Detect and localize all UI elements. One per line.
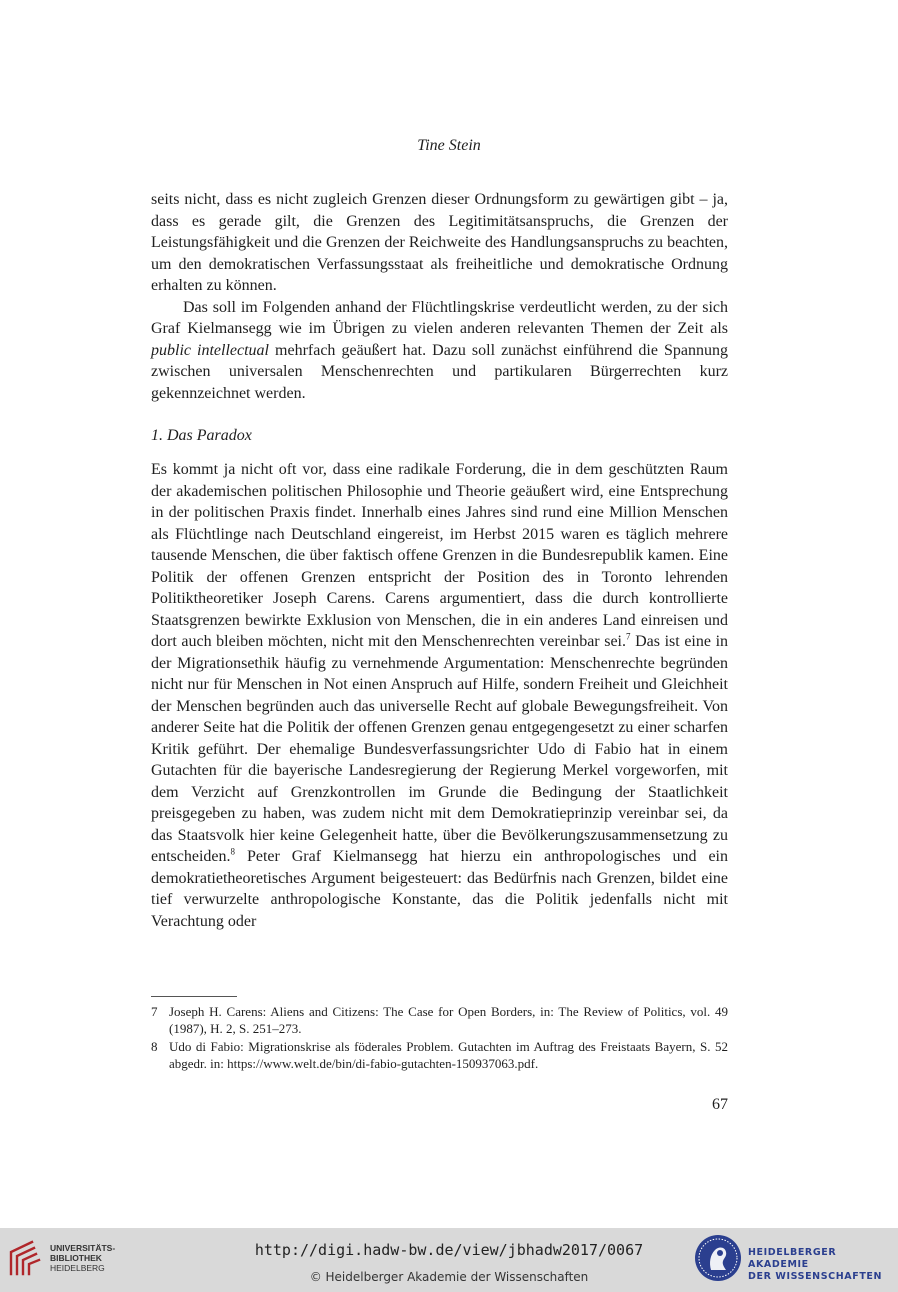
hadw-name-line: HEIDELBERGER AKADEMIE: [748, 1247, 837, 1270]
hadw-name: [748, 1247, 893, 1283]
text-block-intro: [151, 189, 728, 404]
hadw-seal-icon: [693, 1233, 743, 1283]
footnote-number: 7: [151, 1004, 158, 1019]
footnote-ref-8[interactable]: 8: [230, 846, 236, 857]
ub-logo-line: HEIDELBERG: [50, 1263, 105, 1273]
section-heading: 1. Das Paradox: [151, 427, 252, 444]
footnote-8: [151, 1038, 728, 1072]
running-header: Tine Stein: [417, 137, 481, 154]
hadw-logo[interactable]: [693, 1233, 893, 1287]
paragraph-3-part-c: Peter Graf Kielmansegg hat hierzu ein anthropologisches und ein demokratietheoretisches Argument beigesteuert: das Bedürfnis nach Grenzen, bildet eine tief verwurzelte anthropologische Konstante, das die Politik jedenfalls nicht mit Verachtung oder: [151, 848, 728, 930]
paragraph-3-part-b: Das ist eine in der Migrationsethik häufig zu vernehmende Argumentation: Menschenrechte begründen nicht nur für Menschen in Not einen Anspruch auf Hilfe, sondern Freiheit und Gleichheit der Menschen begründen auch das universelle Recht auf globale Bewegungsfreiheit. Von anderer Seite hat die Politik der offenen Grenzen genau entgegengesetzt zu einer scharfen Kritik geführt. Der ehemalige Bundesverfassungsrichter Udo di Fabio hat in einem Gutachten für die bayerische Landesregierung der Regierung Merkel vorgeworfen, mit dem Verzicht auf Grenzkontrollen im Grunde die Bedingung der Staatlichkeit preisgegeben zu haben, was zudem nicht mit dem Demokratieprinzip vereinbar sei, da das Staatsvolk hier keine Gelegenheit hatte, über die Bevölkerungszusammensetzung zu entscheiden.: [151, 633, 729, 865]
copyright-notice: © Heidelberger Akademie der Wissenschaften: [309, 1270, 589, 1284]
paragraph-2: [151, 297, 728, 405]
paragraph-2-part-b: mehrfach geäußert hat. Dazu soll zunächst einführend die Spannung zwischen universalen Menschenrechten und partikularen Bürgerrechten kurz gekennzeichnet werden.: [151, 341, 729, 402]
ub-logo-line: UNIVERSITÄTS-: [50, 1243, 116, 1253]
paragraph-3-part-a: Es kommt ja nicht oft vor, dass eine radikale Forderung, die in dem geschützten Raum der akademischen politischen Philosophie und Theorie geäußert wird, eine Entsprechung in der politischen Praxis findet. Innerhalb eines Jahres sind rund eine Million Menschen als Flüchtlinge nach Deutschland eingereist, im Herbst 2015 waren es täglich mehrere tausende Menschen, die über faktisch offene Grenzen in die Bundesrepublik kamen. Eine Politik der offenen Grenzen entspricht der Position des in Toronto lehrenden Politiktheoretiker Joseph Carens. Carens argumentiert, dass die durch kontrollierte Staatsgrenzen bewirkte Exklusion von Menschen, die in ein anderes Land einreisen und dort auch bleiben möchten, nicht mit den Menschenrechten vereinbar sei.: [151, 461, 728, 650]
footnote-text: Udo di Fabio: Migrationskrise als föderales Problem. Gutachten im Auftrag des Freistaats Bayern, S. 52 abgedr. in: https://www.welt.de/bin/di-fabio-gutachten-150937063.pdf.: [169, 1039, 728, 1071]
viewer-footer: [0, 1228, 898, 1292]
page-number: 67: [712, 1096, 728, 1113]
ub-logo-line: BIBLIOTHEK: [50, 1253, 102, 1263]
footnotes: [151, 1003, 728, 1073]
paragraph-1: seits nicht, dass es nicht zugleich Grenzen dieser Ordnungsform zu gewärtigen gibt – ja, dass es gerade gilt, die Grenzen des Legitimitätsanspruchs, die Grenzen der Leistungsfähigkeit und die Grenzen der Reichweite des Handlungsanspruchs zu beachten, um den demokratischen Verfassungsstaat als freiheitliche und demokratische Ordnung erhalten zu können.: [151, 191, 728, 294]
italic-phrase: public intellectual: [151, 341, 269, 359]
text-block-paradox: [151, 459, 728, 932]
footnote-7: [151, 1003, 728, 1037]
footnote-text: Joseph H. Carens: Aliens and Citizens: The Case for Open Borders, in: The Review of Politics, vol. 49 (1987), H. 2, S. 251–273.: [169, 1004, 728, 1036]
paragraph-3: [151, 459, 728, 932]
hadw-name-line: DER WISSENSCHAFTEN: [748, 1271, 883, 1282]
footnote-divider: [151, 996, 237, 997]
paragraph-2-part-a: Das soll im Folgenden anhand der Flüchtlingskrise verdeutlicht werden, zu der sich Graf Kielmansegg wie im Übrigen zu vielen anderen relevanten Themen der Zeit als: [151, 298, 728, 337]
footnote-number: 8: [151, 1039, 158, 1054]
permalink-url[interactable]: http://digi.hadw-bw.de/view/jbhadw2017/0067: [254, 1241, 644, 1259]
footnote-ref-7[interactable]: 7: [626, 631, 631, 642]
